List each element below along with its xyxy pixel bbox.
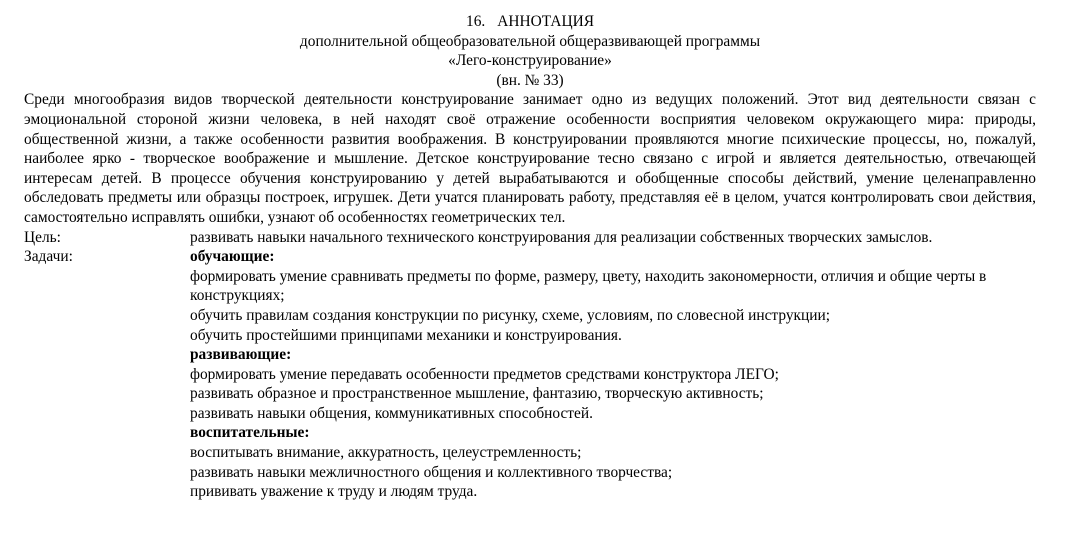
task-item: воспитывать внимание, аккуратность, целеустремленность; (190, 444, 582, 462)
task-group-title: воспитательные: (190, 424, 310, 442)
task-group-upbringing (190, 423, 1036, 501)
task-group-educational (190, 247, 1036, 345)
heading-title-line (24, 12, 1036, 32)
task-item: развивать навыки общения, коммуникативных способностей. (190, 404, 593, 422)
task-group-title: развивающие: (190, 346, 292, 364)
task-item: развивать навыки межличностного общения и коллективного творчества; (190, 463, 673, 481)
tasks-row (24, 247, 1036, 502)
goal-text: развивать навыки начального технического конструирования для реализации собственных творческих замыслов. (190, 228, 933, 246)
program-name: «Лего-конструирование» (448, 52, 612, 70)
task-item: прививать уважение к труду и людям труда. (190, 483, 478, 501)
intro-paragraph: Среди многообразия видов творческой деятельности конструирование занимает одно из ведущих положений. Этот вид деятельности связан с эмоциональной стороной жизни человека, в ней находят своё отражение особенности восприятия человеком окружающего мира: природы, общественной жизни, а также особенности развития воображения. В конструировании проявляются многие психические процессы, но, пожалуй, наиболее ярко - творческое воображение и мышление. Детское конструирование тесно связано с игрой и является деятельностью, отвечающей интересам детей. В процессе обучения конструированию у детей вырабатываются и обобщенные способы действий, умение целенаправленно обследовать предметы или образцы построек, игрушек. Дети учатся планировать работу, представляя её в целом, учатся контролировать свои действия, самостоятельно исправлять ошибки, узнают об особенностях геометрических тел. (24, 91, 1036, 226)
program-code: (вн. № 33) (496, 71, 564, 89)
task-item: развивать образное и пространственное мышление, фантазию, творческую активность; (190, 385, 764, 403)
task-group-developmental (190, 345, 1036, 423)
tasks-body (190, 247, 1036, 502)
section-number: 16. (466, 13, 486, 30)
tasks-label: Задачи: (24, 248, 73, 266)
goal-label: Цель: (24, 228, 61, 246)
goal-row (24, 228, 1036, 248)
heading-subtitle: дополнительной общеобразовательной общеразвивающей программы (299, 32, 761, 50)
section-title: АННОТАЦИЯ (497, 13, 594, 30)
task-item: формировать умение передавать особенности предметов средствами конструктора ЛЕГО; (190, 365, 779, 383)
task-item: обучить правилам создания конструкции по рисунку, схеме, условиям, по словесной инструкции; (190, 306, 830, 324)
heading-block (24, 12, 1036, 90)
task-item: формировать умение сравнивать предметы по форме, размеру, цвету, находить закономерности, отличия и общие черты в конструкциях; (190, 267, 987, 305)
task-group-title: обучающие: (190, 248, 275, 266)
task-item: обучить простейшими принципами механики и конструирования. (190, 326, 622, 344)
